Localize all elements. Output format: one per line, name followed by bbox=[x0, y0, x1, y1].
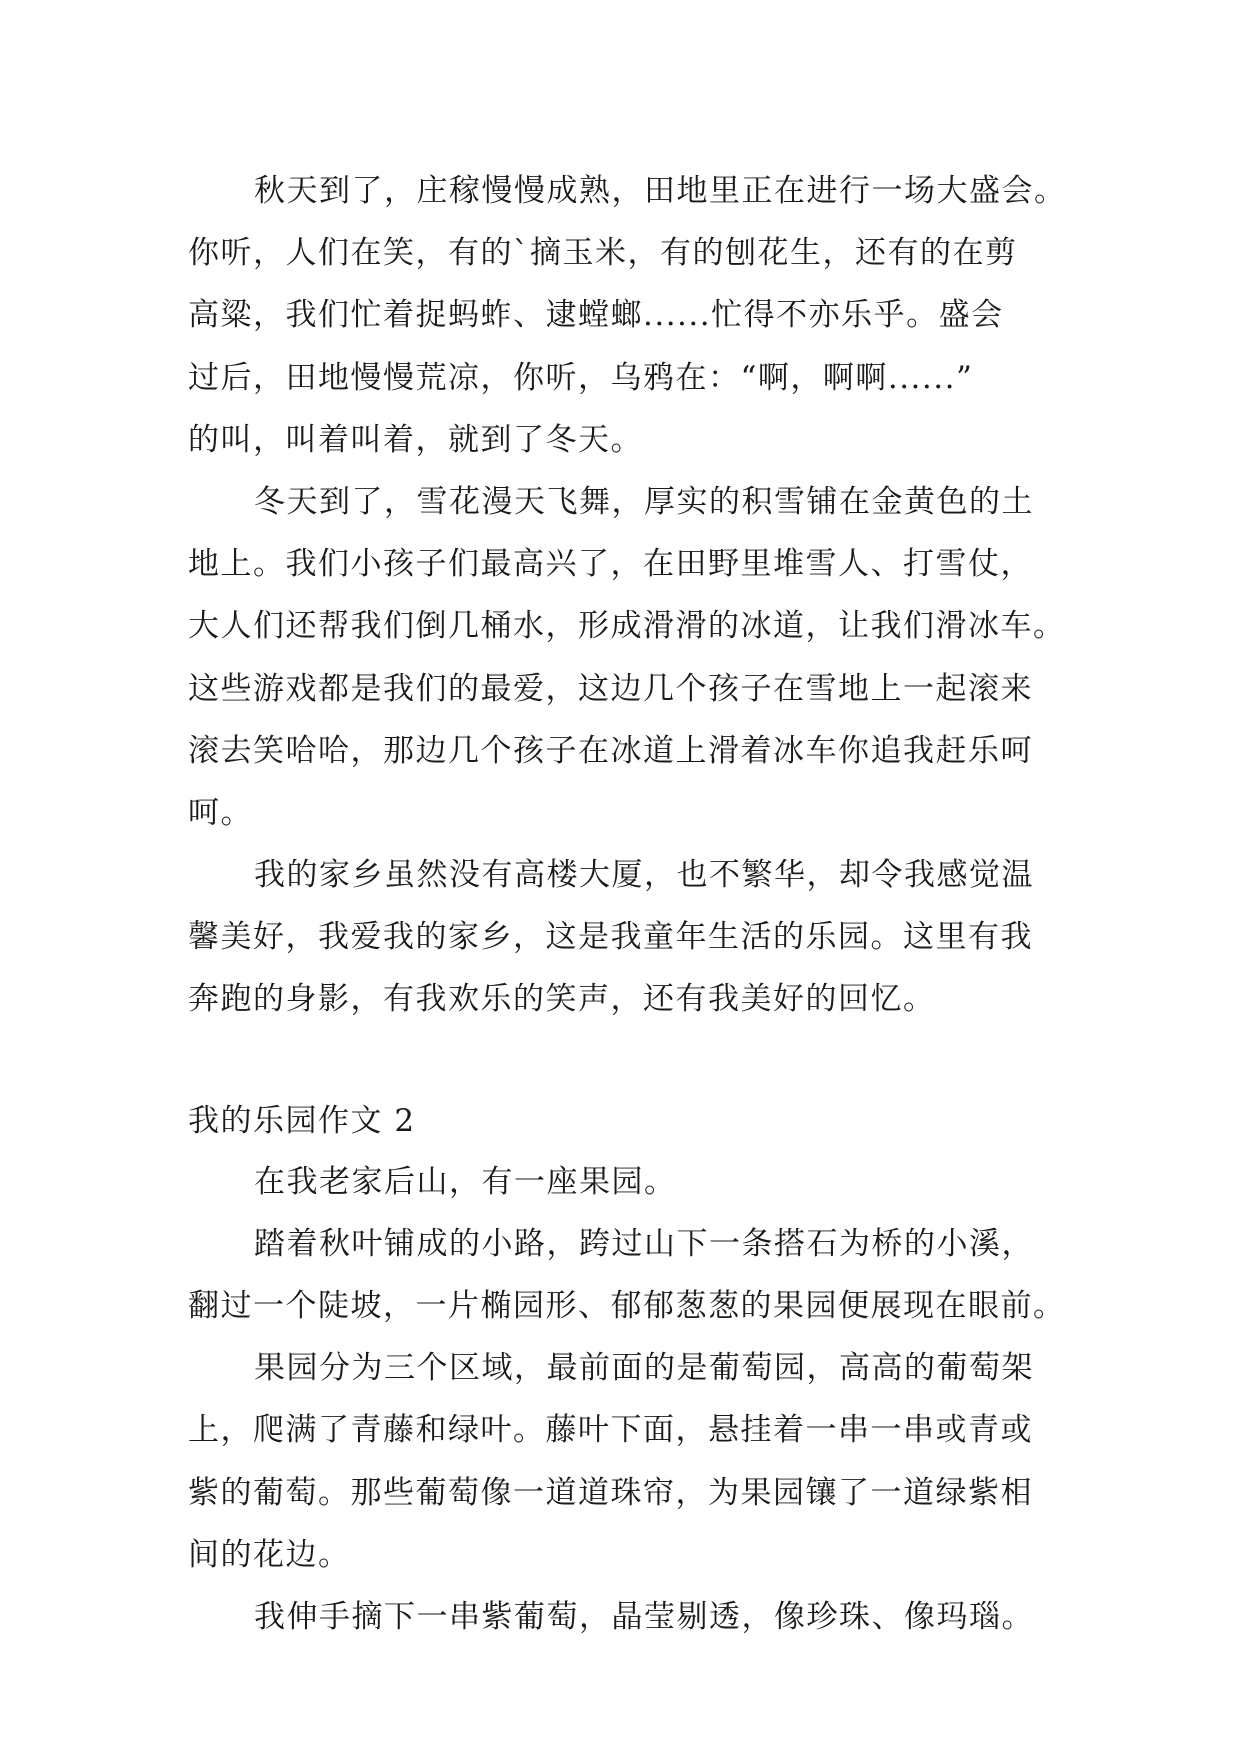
section-spacer bbox=[188, 1031, 1068, 1091]
text-line: 上，爬满了青藤和绿叶。藤叶下面，悬挂着一串一串或青或 bbox=[188, 1412, 1033, 1449]
document-body bbox=[188, 160, 1068, 1648]
paragraph-hometown bbox=[188, 844, 1068, 1031]
text-line: 在我老家后山，有一座果园。 bbox=[254, 1163, 677, 1200]
paragraph-path bbox=[188, 1213, 1068, 1337]
paragraph-orchard-intro bbox=[188, 1151, 1068, 1213]
text-line: 间的花边。 bbox=[188, 1536, 351, 1573]
text-line: 滚去笑哈哈，那边几个孩子在冰道上滑着冰车你追我赶乐呵 bbox=[188, 732, 1033, 769]
text-line: 馨美好，我爱我的家乡，这是我童年生活的乐园。这里有我 bbox=[188, 919, 1033, 956]
paragraph-vineyard bbox=[188, 1337, 1068, 1586]
text-line: 冬天到了，雪花漫天飞舞，厚实的积雪铺在金黄色的土 bbox=[254, 483, 1034, 520]
text-line: 你听，人们在笑，有的`摘玉米，有的刨花生，还有的在剪 bbox=[188, 235, 1018, 272]
paragraph-grapes bbox=[188, 1586, 1068, 1648]
text-line: 果园分为三个区域，最前面的是葡萄园，高高的葡萄架 bbox=[254, 1350, 1034, 1387]
text-line: 这些游戏都是我们的最爱，这边几个孩子在雪地上一起滚来 bbox=[188, 670, 1033, 707]
text-line: 紫的葡萄。那些葡萄像一道道珠帘，为果园镶了一道绿紫相 bbox=[188, 1474, 1033, 1511]
text-line: 地上。我们小孩子们最高兴了，在田野里堆雪人、打雪仗， bbox=[188, 546, 1033, 583]
paragraph-autumn bbox=[188, 160, 1068, 471]
text-line: 踏着秋叶铺成的小路，跨过山下一条搭石为桥的小溪， bbox=[254, 1225, 1034, 1262]
text-line: 我伸手摘下一串紫葡萄，晶莹剔透，像珍珠、像玛瑙。 bbox=[254, 1598, 1034, 1635]
text-line: 我的家乡虽然没有高楼大厦，也不繁华，却令我感觉温 bbox=[254, 857, 1034, 894]
text-line: 翻过一个陡坡，一片椭园形、郁郁葱葱的果园便展现在眼前。 bbox=[188, 1288, 1066, 1324]
text-line: 秋天到了，庄稼慢慢成熟，田地里正在进行一场大盛会。 bbox=[254, 173, 1067, 209]
essay-title: 我的乐园作文 2 bbox=[188, 1102, 416, 1139]
paragraph-winter bbox=[188, 471, 1068, 844]
text-line: 大人们还帮我们倒几桶水，形成滑滑的冰道，让我们滑冰车。 bbox=[188, 608, 1066, 645]
text-line: 呵。 bbox=[188, 794, 253, 831]
text-line: 高粱，我们忙着捉蚂蚱、逮螳螂......忙得不亦乐乎。盛会 bbox=[188, 297, 1004, 334]
text-line: 过后，田地慢慢荒凉，你听，乌鸦在：“啊，啊啊......” bbox=[188, 359, 974, 396]
text-line: 奔跑的身影，有我欢乐的笑声，还有我美好的回忆。 bbox=[188, 981, 936, 1018]
text-line: 的叫，叫着叫着，就到了冬天。 bbox=[188, 421, 643, 458]
